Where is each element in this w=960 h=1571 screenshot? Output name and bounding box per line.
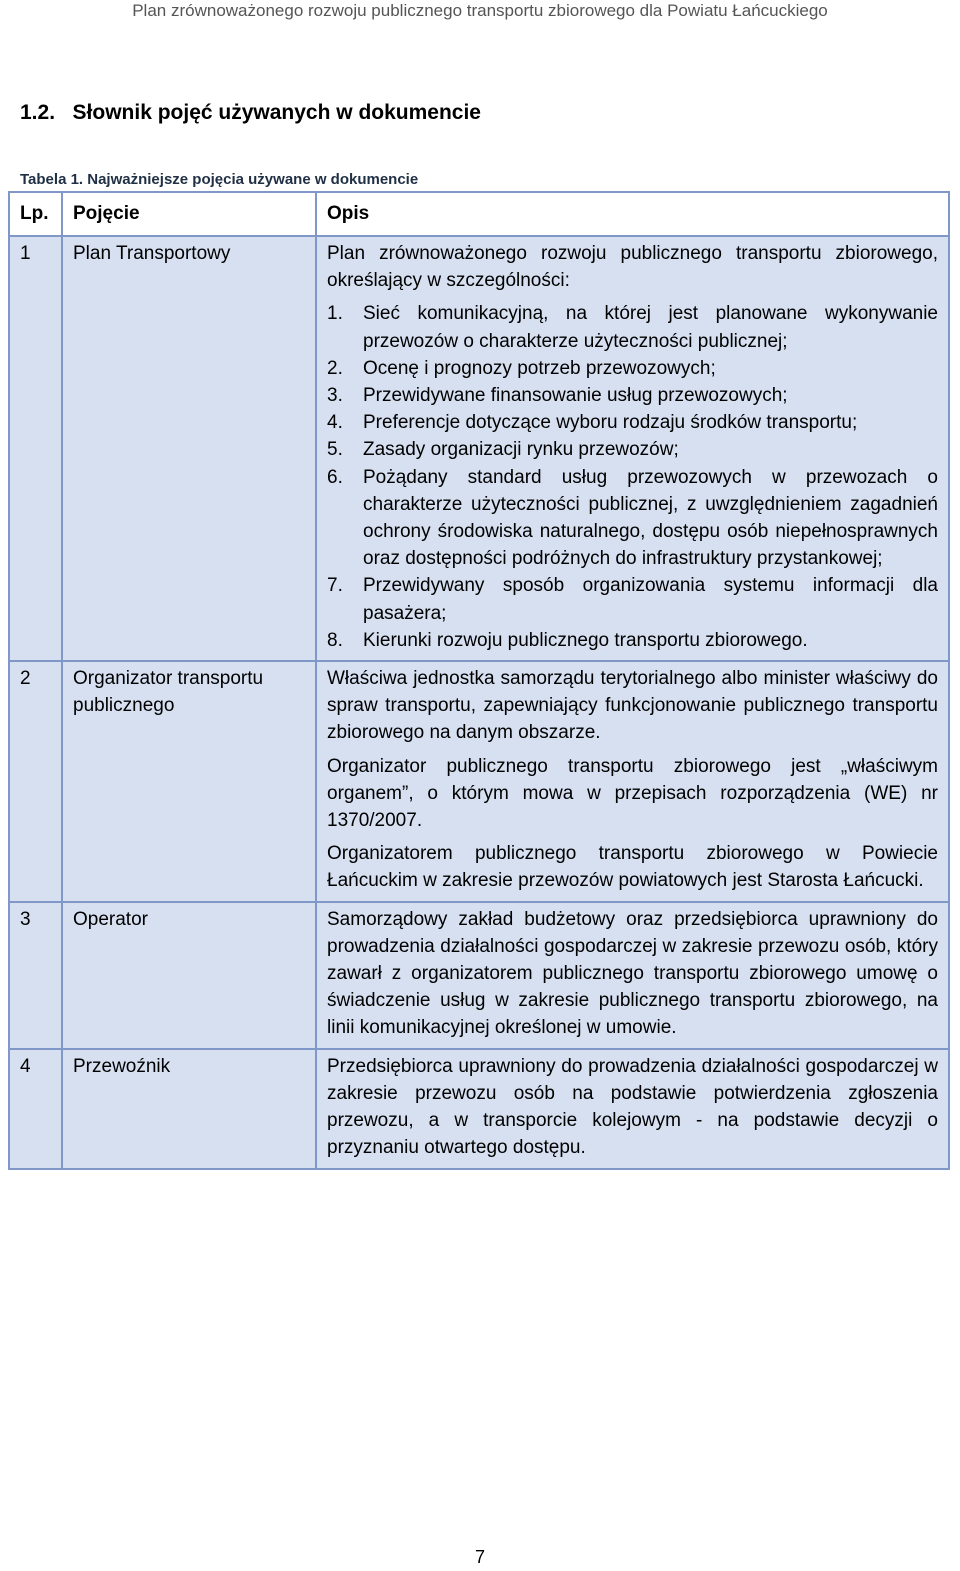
section-number: 1.2.: [20, 101, 56, 124]
row-number: 4: [9, 1049, 62, 1169]
list-item: [327, 627, 938, 654]
row-number: 3: [9, 902, 62, 1049]
description-cell: [316, 236, 949, 661]
description-cell: [316, 902, 949, 1049]
list-item-number: 5.: [327, 439, 343, 461]
term-cell: Organizator transportu publicznego: [62, 661, 316, 902]
description-paragraph: Przedsiębiorca uprawniony do prowadzenia działalności gospodarczej w zakresie przewozu osób na podstawie potwierdzenia zgłoszenia przewozu, a w transporcie kolejowym - na podstawie decyzji o przyznaniu otwartego dostępu.: [327, 1055, 938, 1159]
table-caption: Tabela 1. Najważniejsze pojęcia używane w dokumencie: [20, 171, 419, 188]
list-item-text: Przewidywany sposób organizowania systemu informacji dla pasażera;: [363, 575, 938, 624]
row-number: 1: [9, 236, 62, 661]
table-row: [9, 661, 949, 902]
list-item-text: Pożądany standard usług przewozowych w przewozach o charakterze użyteczności publicznej, z uwzględnieniem zagadnień ochrony środowiska naturalnego, dostępu osób niepełnosprawnych oraz dostępności podróżnych do infrastruktury przystankowej;: [363, 466, 938, 570]
description-paragraph: Właściwa jednostka samorządu terytorialnego albo minister właściwy do spraw transportu, zapewniający funkcjonowanie publicznego transportu zbiorowego na danym obszarze.: [327, 668, 938, 744]
list-item-text: Ocenę i prognozy potrzeb przewozowych;: [363, 357, 716, 379]
description-intro: Plan zrównoważonego rozwoju publicznego transportu zbiorowego, określający w szczególności:: [327, 243, 938, 292]
table-row: [9, 236, 949, 661]
header-lp: Lp.: [9, 192, 62, 236]
list-item-number: 6.: [327, 466, 343, 488]
list-item-text: Sieć komunikacyjną, na której jest planowane wykonywanie przewozów o charakterze użyteczności publicznej;: [363, 303, 938, 352]
table-row: [9, 1049, 949, 1169]
list-item: [327, 436, 938, 463]
row-number: 2: [9, 661, 62, 902]
list-item-number: 8.: [327, 629, 343, 651]
description-paragraph: Organizator publicznego transportu zbiorowego jest „właściwym organem”, o którym mowa w przepisach rozporządzenia (WE) nr 1370/2007.: [327, 755, 938, 832]
running-header: Plan zrównoważonego rozwoju publicznego transportu zbiorowego dla Powiatu Łańcuckiego: [132, 1, 828, 20]
list-item: [327, 572, 938, 626]
description-paragraph: Samorządowy zakład budżetowy oraz przedsiębiorca uprawniony do prowadzenia działalności gospodarczej w zakresie przewozu osób, który zawarł z organizatorem publicznego transportu zbiorowego umowę o świadczenie usług w zakresie publicznego transportu zbiorowego, na linii komunikacyjnej określonej w umowie.: [327, 908, 938, 1039]
list-item-text: Kierunki rozwoju publicznego transportu zbiorowego.: [363, 629, 808, 651]
table-row: [9, 902, 949, 1049]
header-term: Pojęcie: [62, 192, 316, 236]
list-item: [327, 409, 938, 436]
term-cell: Operator: [62, 902, 316, 1049]
list-item-number: 1.: [327, 303, 343, 325]
list-item-number: 4.: [327, 412, 343, 434]
description-cell: [316, 661, 949, 902]
list-item-text: Preferencje dotyczące wyboru rodzaju środków transportu;: [363, 412, 858, 434]
list-item-number: 2.: [327, 357, 343, 379]
list-item: [327, 382, 938, 409]
list-item-number: 7.: [327, 575, 343, 597]
requirements-list: [327, 300, 938, 654]
page-number: 7: [474, 1547, 485, 1567]
header-desc: Opis: [316, 192, 949, 236]
list-item: [327, 464, 938, 573]
section-title: Słownik pojęć używanych w dokumencie: [72, 101, 481, 124]
description-cell: [316, 1049, 949, 1169]
list-item: [327, 355, 938, 382]
term-cell: Przewoźnik: [62, 1049, 316, 1169]
list-item-number: 3.: [327, 385, 343, 407]
table-header-row: [9, 192, 949, 236]
glossary-table: [8, 191, 950, 1170]
list-item-text: Zasady organizacji rynku przewozów;: [363, 439, 679, 461]
list-item-text: Przewidywane finansowanie usług przewozowych;: [363, 385, 788, 407]
list-item: [327, 300, 938, 354]
description-paragraph: Organizatorem publicznego transportu zbiorowego w Powiecie Łańcuckim w zakresie przewozów powiatowych jest Starosta Łańcucki.: [327, 843, 938, 892]
section-heading: [20, 99, 481, 127]
term-cell: Plan Transportowy: [62, 236, 316, 661]
